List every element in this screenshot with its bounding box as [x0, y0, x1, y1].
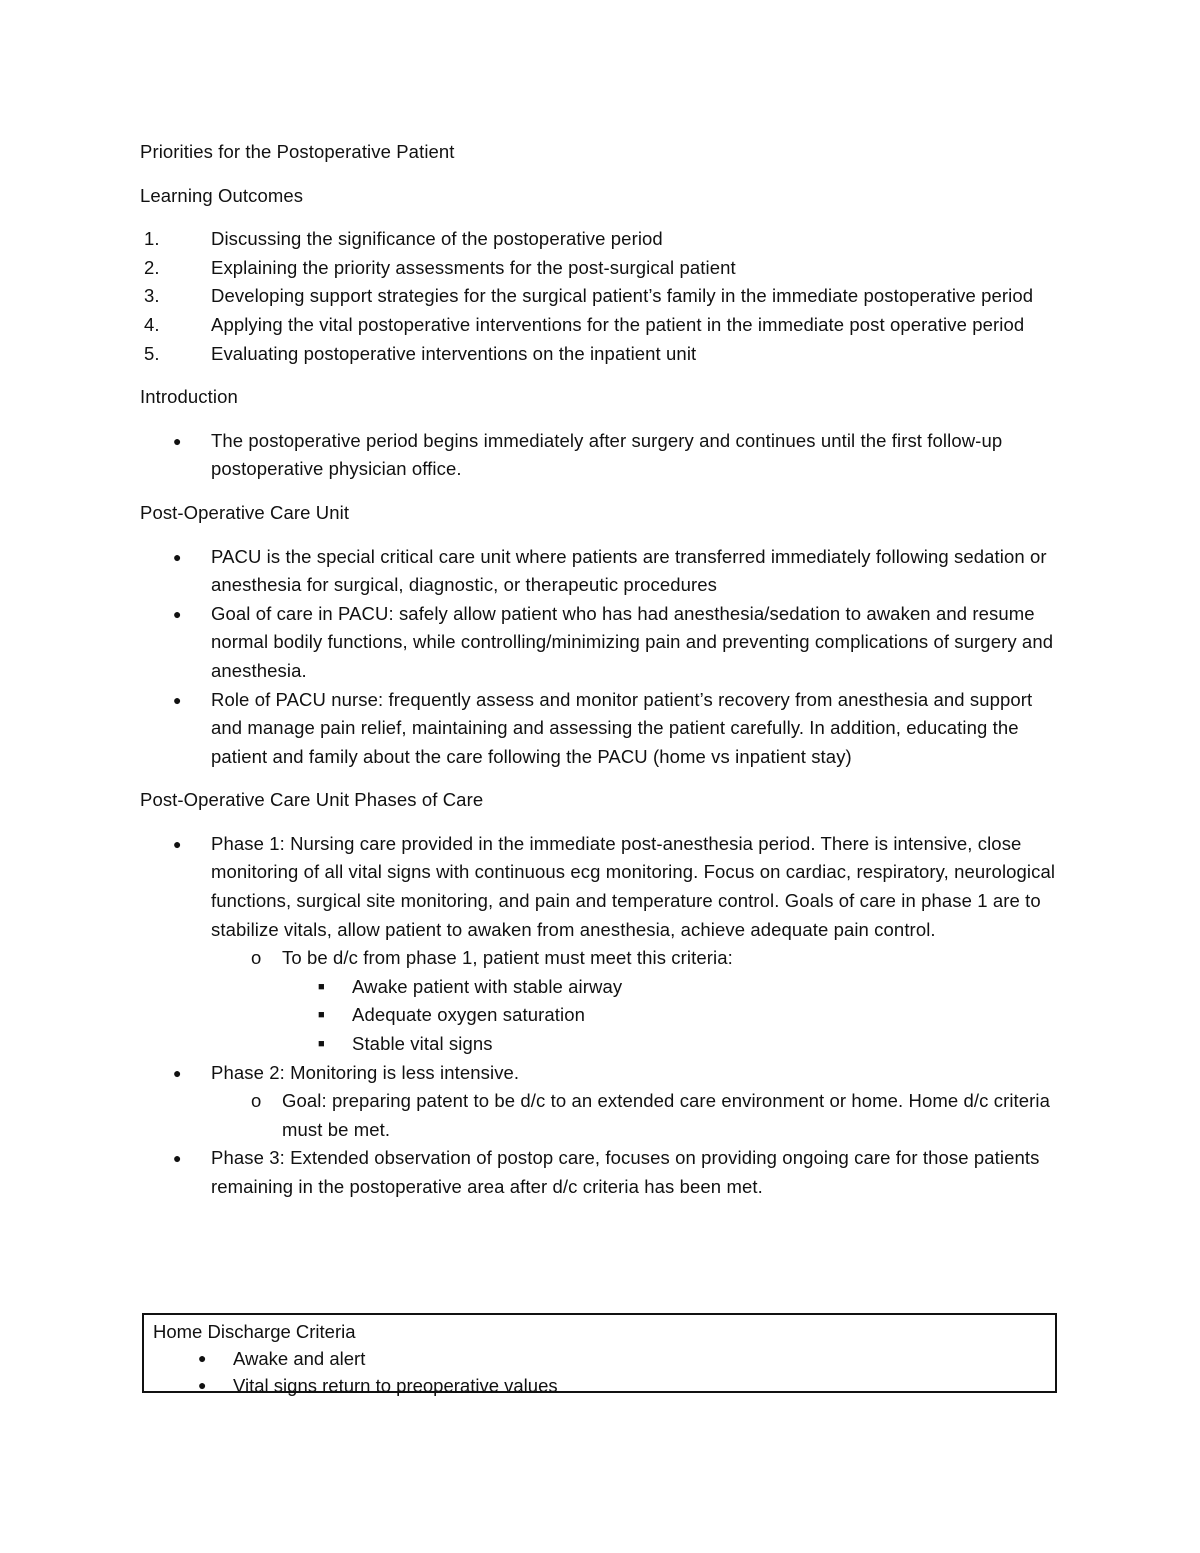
outcome-item [140, 340, 1065, 369]
pacu-bullet-item [140, 543, 1065, 600]
criteria-item [140, 973, 1065, 1002]
list-number: 2. [144, 256, 160, 278]
square-bullet-icon: ■ [318, 1009, 325, 1022]
outcome-item [140, 311, 1065, 340]
bullet-icon: ● [173, 605, 182, 622]
phase-2-sub-text: Goal: preparing patent to be d/c to an extended care environment or home. Home d/c criteria must be met. [282, 1090, 1051, 1140]
bullet-icon: ● [173, 432, 182, 449]
bullet-text: The postoperative period begins immediately after surgery and continues until the first follow-up postoperative physician office. [211, 429, 1003, 480]
discharge-criteria-text: Vital signs return to preoperative values [233, 1375, 558, 1396]
discharge-criteria-box [142, 1313, 1057, 1396]
discharge-criteria-item [153, 1372, 1055, 1399]
document-title: Priorities for the Postoperative Patient [140, 141, 455, 162]
criteria-text: Adequate oxygen saturation [352, 1004, 585, 1026]
outcome-item [140, 254, 1065, 283]
list-number: 3. [144, 285, 160, 307]
document-body [140, 138, 1065, 1202]
phase-item [140, 1059, 1065, 1088]
bullet-icon: ● [198, 1377, 207, 1393]
outcome-text: Explaining the priority assessments for the post-surgical patient [211, 256, 736, 278]
bullet-text: PACU is the special critical care unit where patients are transferred immediately following sedation or anesthesia for surgical, diagnostic, or therapeutic procedures [211, 545, 1047, 596]
list-number: 5. [144, 342, 160, 364]
phase-1-sub-text: To be d/c from phase 1, patient must meet this criteria: [282, 947, 733, 969]
phase-item [140, 1144, 1065, 1201]
criteria-item [140, 1001, 1065, 1030]
circle-bullet-icon: o [251, 1090, 262, 1112]
phase-1-text: Phase 1: Nursing care provided in the immediate post-anesthesia period. There is intensive, close monitoring of all vital signs with continuous ecg monitoring. Focus on cardiac, respiratory, neurological functions, surgical site monitoring, and pain and temperature control. Goals of care in phase 1 are to stabilize vitals, allow patient to awaken from anesthesia, achieve adequate pain control. [211, 832, 1056, 940]
square-bullet-icon: ■ [318, 980, 325, 993]
bullet-text: Role of PACU nurse: frequently assess and monitor patient’s recovery from anesthesia and support and manage pain relief, maintaining and assessing the patient carefully. In addition, educating the patient and family about the care following the PACU (home vs inpatient stay) [211, 688, 1033, 767]
bullet-icon: ● [173, 1064, 182, 1081]
bullet-text: Goal of care in PACU: safely allow patient who has had anesthesia/sedation to awaken and resume normal bodily functions, while controlling/minimizing pain and preventing complications of surgery and anesthesia. [211, 602, 1054, 681]
outcome-text: Applying the vital postoperative interventions for the patient in the immediate post operative period [211, 313, 1025, 335]
square-bullet-icon: ■ [318, 1038, 325, 1051]
pacu-bullet-item [140, 600, 1065, 686]
phase-item [140, 830, 1065, 944]
criteria-text: Awake patient with stable airway [352, 975, 623, 997]
criteria-item [140, 1030, 1065, 1059]
list-number: 1. [144, 228, 160, 250]
criteria-text: Stable vital signs [352, 1033, 493, 1055]
outcome-text: Developing support strategies for the surgical patient’s family in the immediate postoperative period [211, 285, 1034, 307]
discharge-criteria-item [153, 1345, 1055, 1372]
phase-2-text: Phase 2: Monitoring is less intensive. [211, 1061, 520, 1083]
discharge-criteria-heading: Home Discharge Criteria [153, 1321, 356, 1342]
phase-3-text: Phase 3: Extended observation of postop care, focuses on providing ongoing care for those patients remaining in the postoperative area after d/c criteria has been met. [211, 1147, 1040, 1197]
bullet-icon: ● [173, 691, 182, 708]
outcome-text: Discussing the significance of the postoperative period [211, 228, 663, 250]
learning-outcomes-heading: Learning Outcomes [140, 184, 304, 206]
bullet-icon: ● [173, 1150, 182, 1167]
intro-bullet-item [140, 427, 1065, 484]
outcome-item [140, 282, 1065, 311]
phases-heading: Post-Operative Care Unit Phases of Care [140, 789, 484, 811]
phase-sub-item [140, 1087, 1065, 1144]
bullet-icon: ● [198, 1350, 207, 1366]
discharge-criteria-text: Awake and alert [233, 1348, 366, 1369]
phase-sub-item [140, 944, 1065, 973]
bullet-icon: ● [173, 548, 182, 565]
bullet-icon: ● [173, 835, 182, 852]
introduction-heading: Introduction [140, 386, 238, 408]
list-number: 4. [144, 313, 160, 335]
circle-bullet-icon: o [251, 947, 262, 969]
pacu-heading: Post-Operative Care Unit [140, 501, 350, 523]
outcome-item [140, 225, 1065, 254]
pacu-bullet-item [140, 686, 1065, 772]
outcome-text: Evaluating postoperative interventions on the inpatient unit [211, 342, 697, 364]
